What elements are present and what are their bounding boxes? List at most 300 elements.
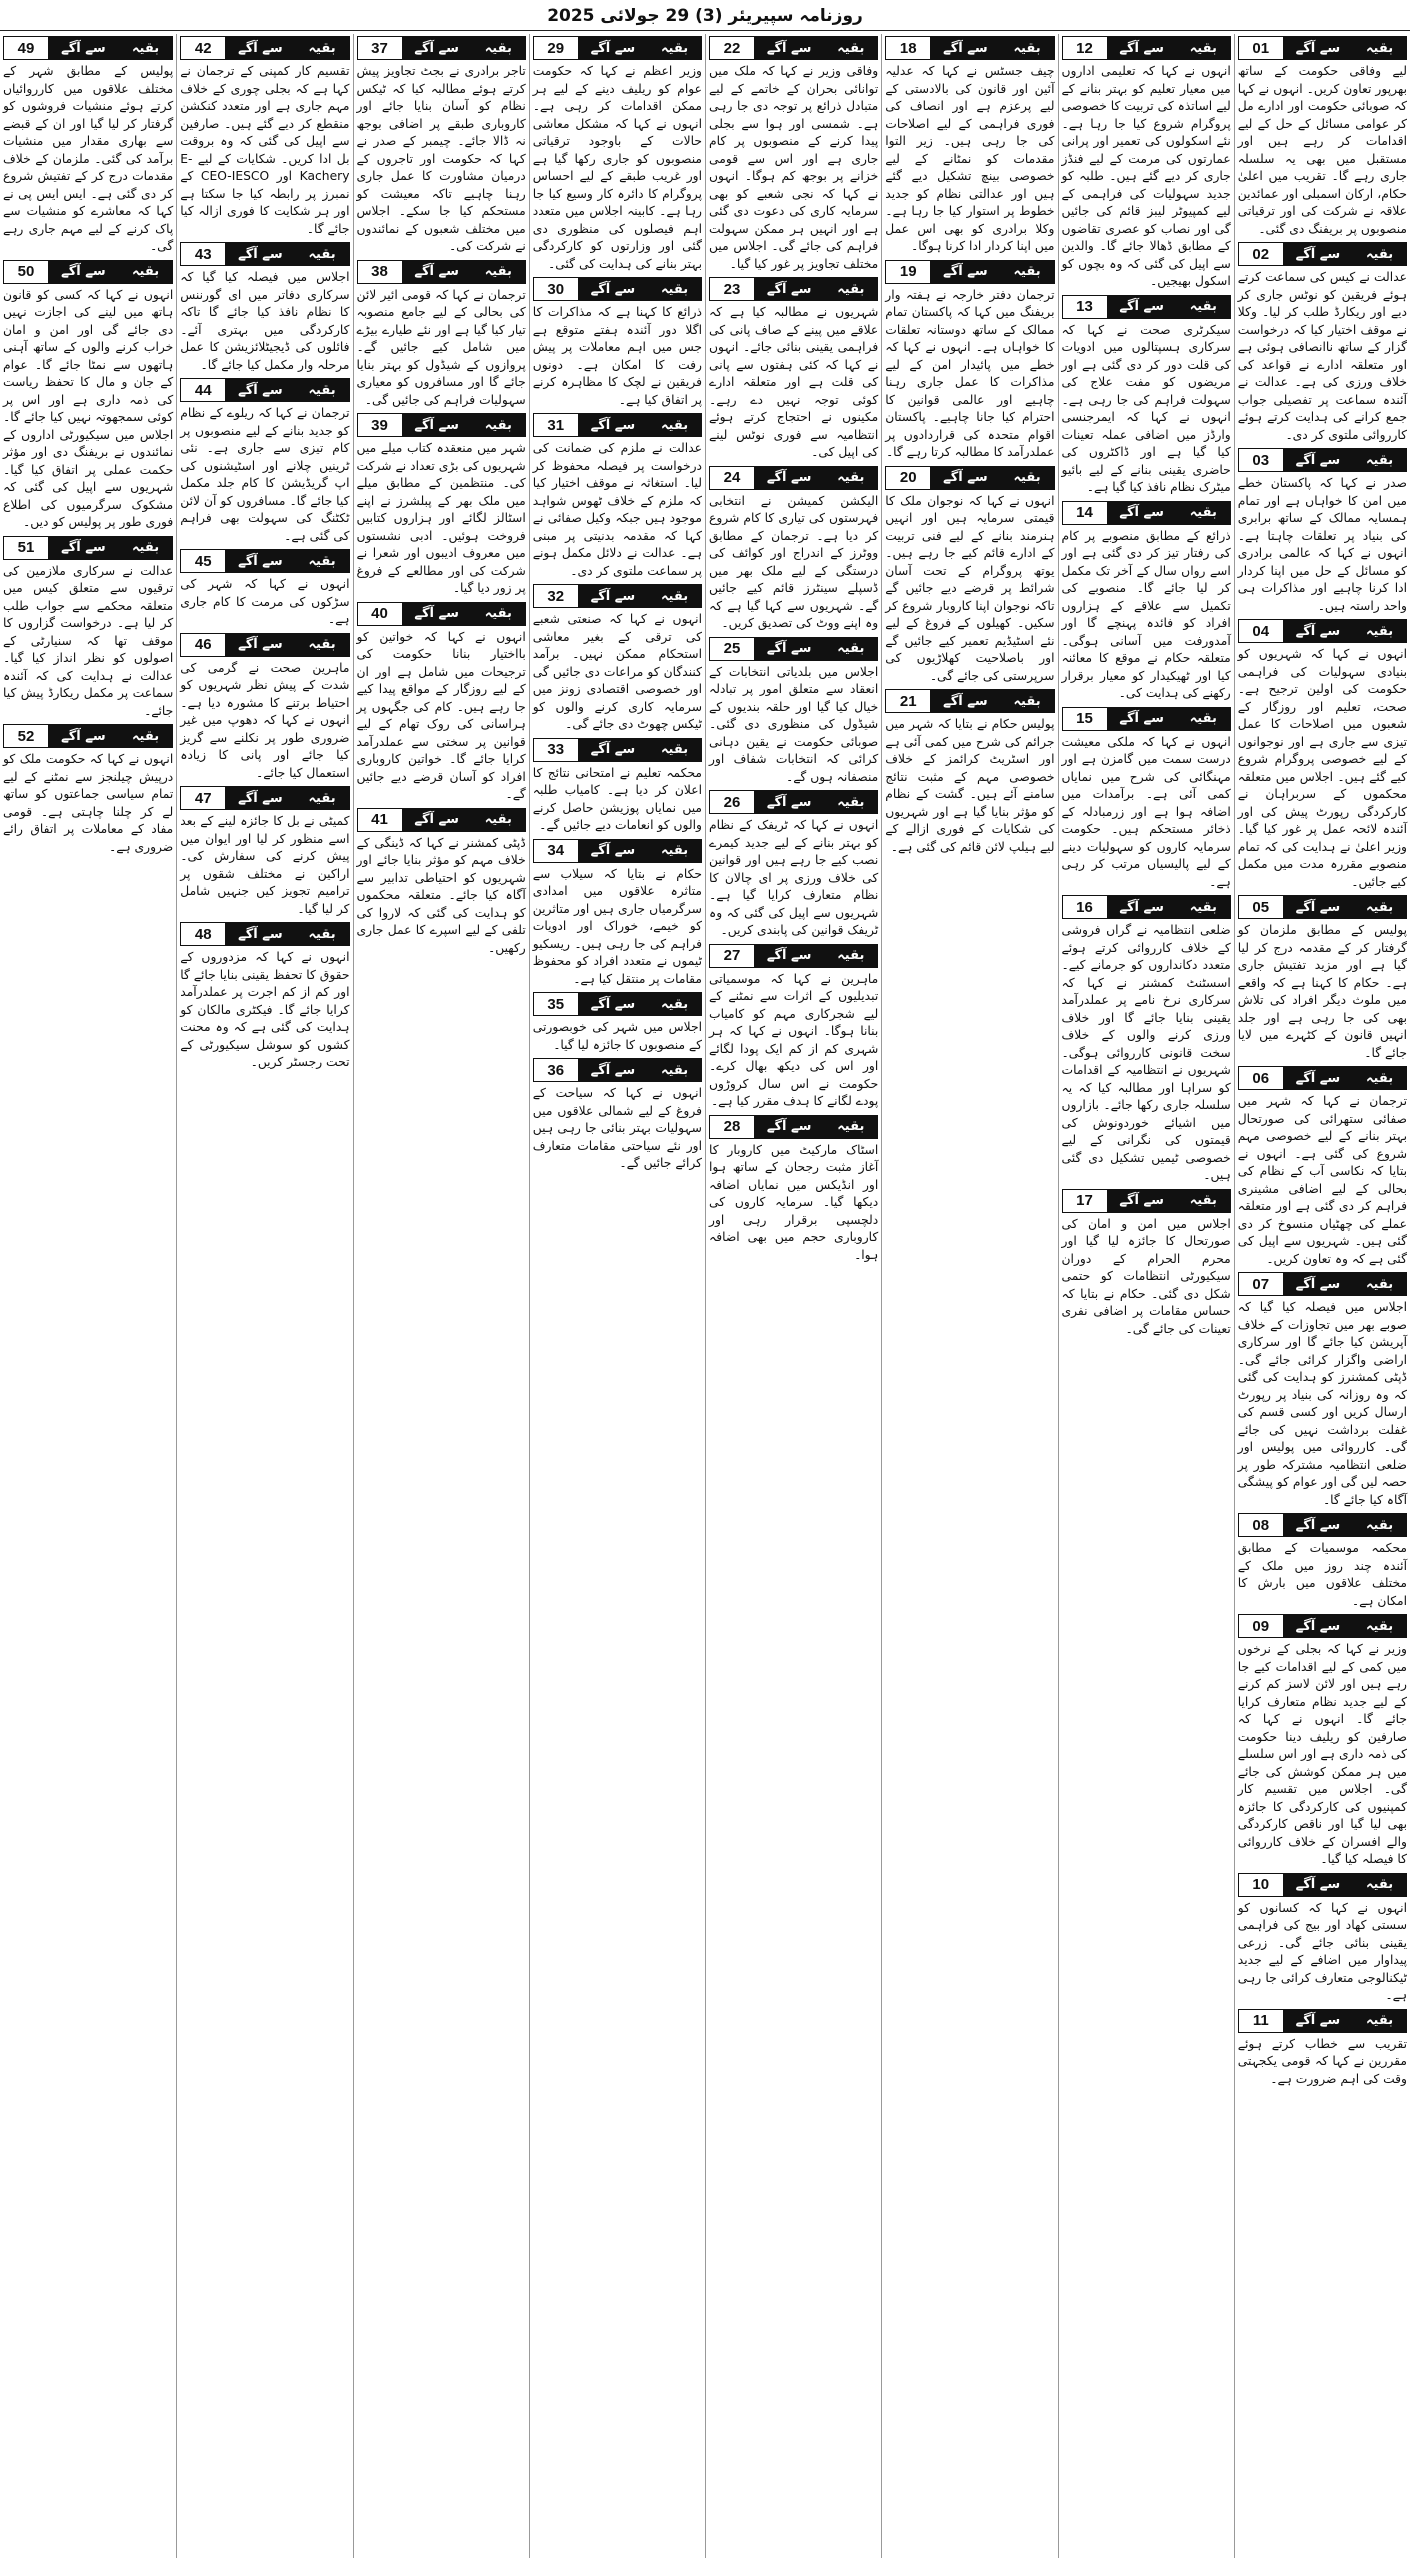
item-number: 29	[534, 37, 578, 59]
label-word-2: بقیہ	[1013, 264, 1041, 279]
item-body-text: ذرائع کا کہنا ہے کہ مذاکرات کا اگلا دور آئندہ ہفتے متوقع ہے جس میں اہم معاملات پر پیش رفت کا امکان ہے۔ دونوں فریقین نے لچک کا مظاہرہ کرنے پر اتفاق کیا ہے۔	[532, 305, 702, 407]
item-body-text: تاجر برادری نے بجٹ تجاویز پیش کرتے ہوئے مطالبہ کیا کہ ٹیکس نظام کو آسان بنایا جائے اور کاروباری طبقے پر اضافی بوجھ نہ ڈالا جائے۔ چیمبر کے صدر نے کہا کہ حکومت اور تاجروں کے درمیان مشاورت کا عمل جاری رہنا چاہیے تاکہ معیشت کو مستحکم کیا جا سکے۔ اجلاس میں مختلف شعبوں کے نمائندوں نے شرکت کی۔	[356, 64, 526, 253]
continuation-label	[1283, 243, 1406, 265]
continuation-item	[357, 413, 526, 598]
continuation-header	[180, 786, 349, 810]
item-body-text: انہوں نے کہا کہ شہر کی سڑکوں کی مرمت کا کام جاری ہے۔	[180, 577, 350, 626]
continuation-label	[225, 923, 348, 945]
item-body-text: ترجمان نے کہا کہ شہر میں صفائی ستھرائی کی صورتحال بہتر بنانے کے لیے خصوصی مہم شروع کی گئی ہے۔ انہوں نے بتایا کہ نکاسی آب کے نظام کی بحالی کے لیے اضافی مشینری فراہم کر دی گئی ہے اور متعلقہ عملے کی چھٹیاں منسوخ کر دی گئی ہیں۔ شہریوں سے اپیل کی گئی ہے کہ وہ تعاون کریں۔	[1237, 1094, 1407, 1266]
item-body-text: اجلاس میں امن و امان کی صورتحال کا جائزہ لیا گیا اور محرم الحرام کے دوران سیکیورٹی انتظامات کو حتمی شکل دی گئی۔ حکام نے بتایا کہ حساس مقامات پر اضافی نفری تعینات کی جائے گی۔	[1061, 1216, 1231, 1336]
item-number: 48	[181, 923, 225, 945]
item-body-text: انہوں نے کہا کہ نوجوان ملک کا قیمتی سرمایہ ہیں اور انہیں ہنرمند بنانے کے لیے فنی تربیت کے ادارے قائم کیے جا رہے ہیں۔ یوتھ پروگرام کے تحت آسان شرائط پر قرضے دیے جائیں گے تاکہ نوجوان اپنا کاروبار شروع کر سکیں۔ کھیلوں کے فروغ کے لیے نئے اسٹیڈیم تعمیر کیے جائیں گے اور باصلاحیت کھلاڑیوں کی سرپرستی کی جائے گی۔	[885, 493, 1055, 683]
item-number: 22	[710, 37, 754, 59]
column-4	[705, 34, 881, 2558]
item-number: 27	[710, 945, 754, 967]
continuation-header	[709, 466, 878, 490]
label-word-2: بقیہ	[308, 382, 336, 398]
continuation-item	[357, 808, 526, 958]
label-word-1: سے آگے	[590, 417, 636, 433]
continuation-item	[1238, 895, 1407, 1062]
item-body-text: اجلاس میں فیصلہ کیا گیا کہ صوبے بھر میں تجاوزات کے خلاف آپریشن کیا جائے گا اور سرکاری اراضی واگزار کرائی جائے گی۔ ڈپٹی کمشنرز کو ہدایت کی گئی کہ وہ روزانہ کی بنیاد پر رپورٹ ارسال کریں اور کسی قسم کی غفلت برداشت نہیں کی جائے گی۔ کارروائی میں پولیس اور ضلعی انتظامیہ مشترکہ طور پر حصہ لیں گی اور عوام کو پیشگی آگاہ کیا جائے گا۔	[1237, 1300, 1407, 1507]
item-body-text: انہوں نے کہا کہ تعلیمی اداروں میں معیار تعلیم کو بہتر بنانے کے لیے اساتذہ کی تربیت کا خصوصی پروگرام شروع کیا جا رہا ہے۔ نئے اسکولوں کی تعمیر اور پرانی عمارتوں کی مرمت کے لیے فنڈز جاری کر دیے گئے ہیں۔ طلبہ کو جدید سہولیات کی فراہمی کے لیے کمپیوٹر لیبز قائم کی جائیں گی اور نصاب کو عصری تقاضوں کے مطابق ڈھالا جائے گا۔ والدین سے اپیل کی گئی کہ وہ بچوں کو اسکول بھیجیں۔	[1061, 64, 1231, 288]
continuation-label	[754, 1116, 877, 1138]
continuation-label	[225, 634, 348, 656]
label-word-1: سے آگے	[238, 553, 283, 569]
continuation-item	[3, 536, 173, 721]
continuation-header	[533, 36, 702, 60]
label-word-2: بقیہ	[308, 553, 336, 569]
continuation-label	[754, 638, 877, 660]
item-body-text: اجلاس میں بلدیاتی انتخابات کے انعقاد سے متعلق امور پر تبادلہ خیال کیا گیا اور حلقہ بندیوں کے شیڈول کی منظوری دی گئی۔ صوبائی حکومت نے یقین دہانی کرائی کہ انتخابات شفاف اور منصفانہ ہوں گے۔	[709, 664, 879, 784]
column-1	[1234, 34, 1410, 2558]
continuation-item	[180, 549, 349, 629]
continuation-header	[709, 944, 878, 968]
continuation-header	[885, 36, 1054, 60]
item-number: 10	[1239, 1874, 1283, 1896]
continuation-label	[578, 414, 701, 436]
continuation-label	[930, 467, 1053, 489]
label-word-2: بقیہ	[1365, 623, 1394, 639]
continuation-label	[754, 467, 877, 489]
continuation-item	[180, 786, 349, 918]
continuation-header	[357, 260, 526, 284]
continuation-label	[1283, 896, 1406, 918]
item-number: 18	[886, 37, 930, 59]
item-body-text: اسٹاک مارکیٹ میں کاروبار کا آغاز مثبت رجحان کے ساتھ ہوا اور انڈیکس میں نمایاں اضافہ دیکھا گیا۔ سرمایہ کاروں کی دلچسپی برقرار رہی اور کاروباری حجم میں بھی اضافہ ہوا۔	[709, 1142, 879, 1262]
item-number: 52	[4, 725, 48, 747]
item-body-text: انہوں نے کہا کہ ٹریفک کے نظام کو بہتر بنانے کے لیے جدید کیمرے نصب کیے جا رہے ہیں اور قوانین کی خلاف ورزی پر ای چالان کا نظام متعارف کرایا گیا ہے۔ شہریوں سے اپیل کی گئی کہ وہ ٹریفک قوانین کی پابندی کریں۔	[709, 818, 879, 937]
label-word-2: بقیہ	[131, 728, 160, 744]
continuation-label	[1107, 708, 1230, 730]
label-word-1: سے آگے	[766, 641, 812, 656]
continuation-item	[533, 738, 702, 835]
continuation-header	[3, 724, 173, 748]
continuation-header	[533, 992, 702, 1016]
continuation-header	[709, 36, 878, 60]
continuation-item	[533, 277, 702, 409]
item-number: 24	[710, 467, 754, 489]
continuation-item	[709, 1115, 878, 1265]
continuation-header	[357, 808, 526, 832]
continuation-header	[709, 277, 878, 301]
item-number: 25	[710, 638, 754, 660]
continuation-item	[1062, 295, 1231, 497]
item-body-text: تقریب سے خطاب کرتے ہوئے مقررین نے کہا کہ قومی یکجہتی وقت کی اہم ضرورت ہے۔	[1237, 2036, 1407, 2086]
label-word-2: بقیہ	[660, 40, 689, 56]
continuation-item	[1062, 501, 1231, 703]
label-word-2: بقیہ	[308, 926, 336, 942]
continuation-label	[225, 787, 348, 809]
continuation-item	[3, 724, 173, 856]
continuation-label	[1107, 502, 1230, 524]
continuation-header	[533, 839, 702, 863]
label-word-1: سے آگے	[1295, 1070, 1341, 1086]
label-word-1: سے آگے	[414, 417, 459, 433]
item-body-text: پولیس کے مطابق ملزمان کو گرفتار کر کے مقدمہ درج کر لیا گیا ہے اور مزید تفتیش جاری ہے۔ حکام کا کہنا ہے کہ واقعے میں ملوث دیگر افراد کی تلاش بھی کی جا رہی ہے اور جلد انہیں قانون کے کٹہرے میں لایا جائے گا۔	[1237, 923, 1407, 1060]
item-body-text: عدالت نے سرکاری ملازمین کی ترقیوں سے متعلق کیس میں متعلقہ محکمے سے جواب طلب کر لیا ہے۔ درخواست گزاروں کا موقف تھا کہ سنیارٹی کے اصولوں کو نظر انداز کیا گیا۔ عدالت نے ہدایت کی کہ آئندہ سماعت پر مکمل ریکارڈ پیش کیا جائے۔	[3, 563, 174, 718]
label-word-1: سے آگے	[943, 693, 988, 709]
continuation-header	[180, 378, 349, 402]
item-number: 17	[1063, 1190, 1107, 1212]
label-word-2: بقیہ	[837, 794, 865, 810]
continuation-header	[1238, 448, 1407, 472]
continuation-item	[3, 260, 173, 532]
continuation-header	[1238, 619, 1407, 643]
item-number: 14	[1063, 502, 1107, 524]
label-word-1: سے آگے	[766, 948, 812, 963]
label-word-1: سے آگے	[590, 996, 636, 1012]
item-body-text: وزیر نے کہا کہ بجلی کے نرخوں میں کمی کے لیے اقدامات کیے جا رہے ہیں اور لائن لاسز کم کرنے کے لیے جدید نظام متعارف کرایا جائے گا۔ انہوں نے کہا کہ صارفین کو ریلیف دینا حکومت کی ذمہ داری ہے اور اس سلسلے میں ہر ممکن کوشش کی جائے گی۔ اجلاس میں تقسیم کار کمپنیوں کی کارکردگی کا جائزہ بھی لیا گیا اور ناقص کارکردگی والے افسران کے خلاف کارروائی کا فیصلہ کیا گیا۔	[1237, 1642, 1407, 1866]
continuation-item	[357, 260, 526, 410]
item-body-text: صدر نے کہا کہ پاکستان خطے میں امن کا خواہاں ہے اور تمام ہمسایہ ممالک کے ساتھ برابری کی بنیاد پر تعلقات چاہتا ہے۔ انہوں نے کہا کہ عالمی برادری کو مسائل کے حل میں اپنا کردار ادا کرنا چاہیے اور مذاکرات ہی واحد راستہ ہیں۔	[1237, 476, 1407, 613]
label-word-1: سے آگے	[766, 281, 812, 297]
continuation-header	[1238, 1614, 1407, 1638]
item-number: 26	[710, 791, 754, 813]
label-word-1: سے آگے	[1119, 40, 1164, 56]
item-number: 38	[358, 261, 402, 283]
label-word-2: بقیہ	[660, 417, 689, 433]
continuation-item	[1062, 1189, 1231, 1339]
continuation-label	[225, 243, 348, 265]
continuation-label	[930, 261, 1053, 283]
continuation-item	[180, 922, 349, 1072]
continuation-header	[1238, 1513, 1407, 1537]
label-word-1: سے آگے	[943, 264, 988, 279]
item-body-text: اجلاس میں شہر کی خوبصورتی کے منصوبوں کا جائزہ لیا گیا۔	[532, 1020, 702, 1052]
continuation-label	[225, 379, 348, 401]
item-body-text: چیف جسٹس نے کہا کہ عدلیہ آئین اور قانون کی بالادستی کے لیے پرعزم ہے اور انصاف کی فوری فراہمی کے لیے اصلاحات کی جا رہی ہیں۔ زیر التوا مقدمات کو نمٹانے کے لیے خصوصی بینچ تشکیل دیے گئے ہیں اور عدالتی نظام کو جدید خطوط پر استوار کیا جا رہا ہے۔ وکلا برادری کو بھی اس عمل میں اپنا کردار ادا کرنا ہوگا۔	[885, 64, 1055, 253]
label-word-2: بقیہ	[1365, 1276, 1394, 1292]
item-number: 15	[1063, 708, 1107, 730]
continuation-label	[578, 37, 701, 59]
continuation-label	[402, 261, 525, 283]
continuation-label	[1283, 1273, 1406, 1295]
continuation-item	[180, 378, 349, 545]
continuation-item	[1238, 242, 1407, 444]
continuation-item	[709, 466, 878, 633]
continuation-header	[709, 637, 878, 661]
item-body-text: انہوں نے کہا کہ ملکی معیشت درست سمت میں گامزن ہے اور مہنگائی کی شرح میں نمایاں کمی آئی ہے۔ برآمدات میں اضافہ ہوا ہے اور زرمبادلہ کے ذخائر مستحکم ہیں۔ حکومت سرمایہ کاروں کو سہولیات دینے کے لیے پالیسیاں مرتب کر رہی ہے۔	[1061, 734, 1231, 889]
item-number: 30	[534, 278, 578, 300]
label-word-1: سے آگے	[414, 606, 459, 621]
item-number: 31	[534, 414, 578, 436]
continuation-label	[1283, 1514, 1406, 1536]
continuation-item	[1238, 36, 1407, 238]
item-body-text: انہوں نے کہا کہ خواتین کو بااختیار بنانا حکومت کی ترجیحات میں شامل ہے اور ان کے لیے روزگار کے مواقع پیدا کیے جا رہے ہیں۔ کام کی جگہوں پر ہراسانی کی روک تھام کے لیے قوانین پر سختی سے عملدرآمد کرایا جائے گا۔ خواتین کاروباری افراد کو آسان قرضے دیے جائیں گے۔	[356, 629, 526, 801]
continuation-header	[180, 922, 349, 946]
continuation-header	[1062, 501, 1231, 525]
item-number: 28	[710, 1116, 754, 1138]
item-number: 16	[1063, 896, 1107, 918]
label-word-1: سے آگے	[1295, 246, 1341, 262]
item-body-text: وزیر اعظم نے کہا کہ حکومت عوام کو ریلیف دینے کے لیے ہر ممکن اقدامات کر رہی ہے۔ انہوں نے کہا کہ مشکل معاشی حالات کے باوجود ترقیاتی منصوبوں کو جاری رکھا گیا ہے اور غریب طبقے کے لیے احساس پروگرام کا دائرہ کار وسیع کیا جا رہا ہے۔ کابینہ اجلاس میں متعدد اہم فیصلوں کی منظوری دی گئی اور وزارتوں کو کارکردگی بہتر بنانے کی ہدایت کی گئی۔	[532, 64, 702, 271]
label-word-2: بقیہ	[1013, 40, 1041, 56]
continuation-item	[533, 584, 702, 734]
item-number: 42	[181, 37, 225, 59]
label-word-1: سے آگے	[61, 540, 106, 555]
column-2	[1058, 34, 1234, 2558]
label-word-2: بقیہ	[837, 641, 865, 656]
continuation-item	[1062, 707, 1231, 892]
item-body-text: وفاقی وزیر نے کہا کہ ملک میں توانائی بحران کے خاتمے کے لیے متبادل ذرائع پر توجہ دی جا رہی ہے۔ شمسی اور ہوا سے بجلی پیدا کرنے کے منصوبوں پر کام جاری ہے اور اس سے قومی خزانے پر بوجھ کم ہوگا۔ انہوں نے کہا کہ نجی شعبے کو بھی سرمایہ کاری کی دعوت دی گئی ہے اور انہیں ہر ممکن سہولت فراہم کی جائے گی۔ اجلاس میں مختلف تجاویز پر غور کیا گیا۔	[709, 64, 879, 271]
continuation-label	[578, 278, 701, 300]
label-word-1: سے آگے	[1295, 2013, 1341, 2028]
continuation-label	[930, 690, 1053, 712]
continuation-header	[709, 790, 878, 814]
continuation-label	[225, 37, 348, 59]
item-body-text: لیے وفاقی حکومت کے ساتھ بھرپور تعاون کریں۔ انہوں نے کہا کہ صوبائی حکومت اور ادارے مل کر عوامی مسائل کے حل کے لیے اقدامات کر رہے ہیں اور مستقبل میں بھی یہ سلسلہ جاری رہے گا۔ تقریب میں اعلیٰ حکام، ارکان اسمبلی اور عمائدین علاقہ نے شرکت کی اور ترقیاتی منصوبوں پر بریفنگ دی گئی۔	[1237, 64, 1407, 236]
label-word-2: بقیہ	[308, 790, 336, 806]
continuation-item	[709, 790, 878, 940]
item-body-text: عدالت نے ملزم کی ضمانت کی درخواست پر فیصلہ محفوظ کر لیا۔ استغاثہ نے موقف اختیار کیا کہ ملزم کے خلاف ٹھوس شواہد موجود ہیں جبکہ وکیل صفائی نے کہا کہ مقدمہ بدنیتی پر مبنی ہے۔ عدالت نے دلائل مکمل ہونے پر سماعت ملتوی کر دی۔	[532, 441, 702, 578]
label-word-1: سے آگے	[414, 264, 459, 279]
label-word-2: بقیہ	[131, 264, 160, 279]
item-body-text: پولیس حکام نے بتایا کہ شہر میں جرائم کی شرح میں کمی آئی ہے اور اسٹریٹ کرائمز کے خلاف خصوصی مہم کے مثبت نتائج سامنے آئے ہیں۔ گشت کے نظام کو مؤثر بنایا گیا ہے اور شہریوں کی شکایات کے فوری ازالے کے لیے ہیلپ لائن قائم کی گئی ہے۔	[885, 717, 1055, 854]
item-body-text: اجلاس میں فیصلہ کیا گیا کہ سرکاری دفاتر میں ای گورننس کا نظام نافذ کیا جائے گا تاکہ کارکردگی میں بہتری آئے۔ فائلوں کی ڈیجیٹلائزیشن کا عمل مرحلہ وار مکمل کیا جائے گا۔	[180, 270, 350, 372]
continuation-item	[533, 413, 702, 580]
continuation-label	[402, 414, 525, 436]
item-body-text: سیکرٹری صحت نے کہا کہ سرکاری ہسپتالوں میں ادویات کی قلت دور کر دی گئی ہے اور مریضوں کو مفت علاج کی سہولت فراہم کی جا رہی ہے۔ انہوں نے کہا کہ ایمرجنسی وارڈز میں اضافی عملہ تعینات کیا گیا ہے اور ڈاکٹروں کی حاضری یقینی بنانے کے لیے بائیو میٹرک نظام نافذ کیا گیا ہے۔	[1061, 322, 1231, 494]
continuation-label	[1107, 896, 1230, 918]
label-word-2: بقیہ	[1013, 693, 1041, 709]
continuation-header	[885, 260, 1054, 284]
item-number: 08	[1239, 1514, 1283, 1536]
continuation-label	[48, 37, 172, 59]
continuation-item	[1062, 895, 1231, 1185]
item-body-text: کمیٹی نے بل کا جائزہ لینے کے بعد اسے منظور کر لیا اور ایوان میں پیش کرنے کی سفارش کی۔ اراکین نے مختلف شقوں پر ترامیم تجویز کیں جنہیں شامل کر لیا گیا۔	[180, 814, 350, 916]
item-number: 03	[1239, 449, 1283, 471]
label-word-1: سے آگے	[1295, 623, 1341, 639]
label-word-2: بقیہ	[1365, 1517, 1394, 1533]
continuation-header	[1062, 1189, 1231, 1213]
continuation-label	[1283, 2010, 1406, 2032]
continuation-item	[1238, 2009, 1407, 2089]
continuation-item	[533, 839, 702, 989]
label-word-2: بقیہ	[1365, 899, 1394, 915]
label-word-1: سے آگے	[590, 281, 636, 297]
label-word-2: بقیہ	[1189, 505, 1217, 520]
continuation-header	[533, 584, 702, 608]
masthead	[0, 0, 1410, 31]
continuation-label	[1107, 1190, 1230, 1212]
item-body-text: پولیس کے مطابق شہر کے مختلف علاقوں میں کارروائیاں کرتے ہوئے منشیات فروشوں کو گرفتار کر لیا گیا اور ان کے قبضے سے بھاری مقدار میں منشیات برآمد کی گئی۔ ملزمان کے خلاف مقدمات درج کر کے تفتیش شروع کر دی گئی ہے۔ ایس ایس پی نے کہا کہ معاشرے کو منشیات سے پاک کرنے کے لیے مہم جاری رہے گی۔	[3, 64, 174, 253]
continuation-label	[578, 739, 701, 761]
column-8	[0, 34, 176, 2558]
continuation-header	[3, 260, 173, 284]
label-word-1: سے آگے	[61, 40, 106, 56]
label-word-1: سے آگے	[238, 382, 283, 398]
item-number: 12	[1063, 37, 1107, 59]
item-number: 13	[1063, 296, 1107, 318]
continuation-item	[1238, 619, 1407, 891]
continuation-item	[1238, 1272, 1407, 1509]
column-7	[176, 34, 352, 2558]
item-body-text: ترجمان دفتر خارجہ نے ہفتہ وار بریفنگ میں کہا کہ پاکستان تمام ممالک کے ساتھ دوستانہ تعلقات کا خواہاں ہے۔ انہوں نے کہا کہ خطے میں پائیدار امن کے لیے مذاکرات کا عمل جاری رہنا چاہیے اور عالمی قوانین کا احترام کیا جانا چاہیے۔ پاکستان اقوام متحدہ کی قراردادوں پر عملدرآمد کا مطالبہ کرتا رہے گا۔	[885, 287, 1055, 459]
continuation-item	[1238, 1873, 1407, 2005]
continuation-item	[180, 633, 349, 783]
item-number: 50	[4, 261, 48, 283]
item-number: 35	[534, 993, 578, 1015]
label-word-1: سے آگے	[414, 40, 459, 56]
item-body-text: محکمہ موسمیات کے مطابق آئندہ چند روز میں ملک کے مختلف علاقوں میں بارش کا امکان ہے۔	[1237, 1541, 1407, 1608]
label-word-2: بقیہ	[1189, 899, 1217, 915]
label-word-1: سے آگے	[1295, 899, 1341, 915]
label-word-1: سے آگے	[238, 926, 283, 942]
label-word-2: بقیہ	[660, 742, 689, 757]
item-number: 36	[534, 1059, 578, 1081]
item-body-text: الیکشن کمیشن نے انتخابی فہرستوں کی تیاری کا کام شروع کر دیا ہے۔ ترجمان کے مطابق ووٹرز کے اندراج اور کوائف کی درستگی کے لیے ملک بھر میں ڈسپلے سینٹرز قائم کیے جائیں گے۔ شہریوں سے کہا گیا ہے کہ وہ اپنے ووٹ کی تصدیق کریں۔	[709, 493, 879, 630]
item-body-text: ترجمان نے کہا کہ ریلوے کے نظام کو جدید بنانے کے لیے منصوبوں پر کام تیزی سے جاری ہے۔ نئی ٹرینیں چلانے اور اسٹیشنوں کی اپ گریڈیشن کا کام جلد مکمل کیا جائے گا۔ مسافروں کو آن لائن ٹکٹنگ کی سہولت بھی فراہم کی گئی ہے۔	[180, 406, 350, 543]
label-word-1: سے آگے	[1119, 899, 1164, 915]
label-word-2: بقیہ	[1189, 40, 1217, 56]
label-word-1: سے آگے	[590, 588, 636, 604]
continuation-header	[1062, 895, 1231, 919]
label-word-2: بقیہ	[484, 812, 512, 827]
continuation-header	[1238, 2009, 1407, 2033]
continuation-item	[1238, 1513, 1407, 1610]
continuation-item	[885, 36, 1054, 256]
continuation-item	[709, 277, 878, 462]
continuation-label	[1107, 296, 1230, 318]
continuation-header	[709, 1115, 878, 1139]
continuation-label	[48, 261, 172, 283]
item-body-text: انہوں نے کہا کہ کسانوں کو سستی کھاد اور بیج کی فراہمی یقینی بنائی جائے گی۔ زرعی پیداوار میں اضافے کے لیے جدید ٹیکنالوجی متعارف کرائی جا رہی ہے۔	[1237, 1900, 1407, 2002]
label-word-2: بقیہ	[837, 40, 865, 56]
label-word-1: سے آگے	[238, 40, 283, 56]
item-number: 40	[358, 603, 402, 625]
label-word-2: بقیہ	[484, 264, 512, 279]
label-word-2: بقیہ	[1365, 246, 1394, 262]
continuation-header	[533, 413, 702, 437]
continuation-header	[180, 36, 349, 60]
label-word-2: بقیہ	[308, 637, 336, 652]
continuation-label	[225, 550, 348, 572]
label-word-1: سے آگے	[1119, 711, 1164, 726]
label-word-2: بقیہ	[484, 417, 512, 433]
label-word-1: سے آگے	[766, 1119, 812, 1134]
continuation-label	[754, 37, 877, 59]
label-word-2: بقیہ	[660, 843, 689, 858]
item-number: 44	[181, 379, 225, 401]
item-number: 32	[534, 585, 578, 607]
label-word-1: سے آگے	[943, 40, 988, 56]
continuation-item	[885, 466, 1054, 686]
continuation-header	[1238, 242, 1407, 266]
continuation-label	[578, 840, 701, 862]
item-body-text: شہر میں منعقدہ کتاب میلے میں شہریوں کی بڑی تعداد نے شرکت کی۔ منتظمین کے مطابق میلے میں ملک بھر کے پبلشرز نے اپنے اسٹالز لگائے اور ہزاروں کتابیں فروخت ہوئیں۔ ادبی نشستوں میں معروف ادیبوں اور شعرا نے شرکت کی اور مطالعے کے فروغ پر زور دیا گیا۔	[356, 441, 526, 595]
continuation-label	[48, 537, 172, 559]
label-word-2: بقیہ	[660, 281, 689, 297]
item-number: 02	[1239, 243, 1283, 265]
label-word-1: سے آگے	[61, 264, 106, 279]
label-word-1: سے آگے	[590, 40, 636, 56]
label-word-2: بقیہ	[1365, 2013, 1394, 2028]
continuation-label	[1283, 1067, 1406, 1089]
label-word-1: سے آگے	[238, 790, 283, 806]
item-number: 21	[886, 690, 930, 712]
continuation-header	[1238, 36, 1407, 60]
continuation-header	[3, 36, 173, 60]
label-word-2: بقیہ	[837, 281, 865, 297]
continuation-item	[1062, 36, 1231, 291]
continuation-label	[1283, 620, 1406, 642]
continuation-item	[180, 36, 349, 238]
newspaper-columns	[0, 34, 1410, 2558]
label-word-1: سے آگے	[590, 843, 636, 858]
label-word-2: بقیہ	[837, 948, 865, 963]
item-number: 23	[710, 278, 754, 300]
label-word-1: سے آگے	[1295, 1276, 1341, 1292]
item-body-text: انہوں نے کہا کہ مزدوروں کے حقوق کا تحفظ یقینی بنایا جائے گا اور کم از کم اجرت پر عملدرآمد کرایا جائے گا۔ فیکٹری مالکان کو ہدایت کی گئی ہے کہ وہ محنت کشوں کو سوشل سیکیورٹی کے تحت رجسٹر کریں۔	[180, 950, 350, 1069]
item-number: 39	[358, 414, 402, 436]
item-body-text: انہوں نے کہا کہ سیاحت کے فروغ کے لیے شمالی علاقوں میں سہولیات بہتر بنائی جا رہی ہیں اور نئے سیاحتی مقامات متعارف کرائے جائیں گے۔	[532, 1086, 702, 1170]
label-word-1: سے آگے	[1119, 299, 1164, 314]
continuation-item	[3, 36, 173, 256]
item-number: 06	[1239, 1067, 1283, 1089]
label-word-2: بقیہ	[660, 588, 689, 604]
item-number: 45	[181, 550, 225, 572]
label-word-2: بقیہ	[1013, 470, 1041, 485]
continuation-header	[885, 466, 1054, 490]
continuation-label	[1283, 449, 1406, 471]
item-number: 01	[1239, 37, 1283, 59]
continuation-item	[533, 992, 702, 1054]
label-word-1: سے آگے	[1295, 1517, 1341, 1533]
label-word-2: بقیہ	[1365, 1618, 1394, 1634]
item-number: 43	[181, 243, 225, 265]
item-number: 51	[4, 537, 48, 559]
item-body-text: ذرائع کے مطابق منصوبے پر کام کی رفتار تیز کر دی گئی ہے اور اسے رواں سال کے آخر تک مکمل کر لیا جائے گا۔ منصوبے کی تکمیل سے علاقے کے ہزاروں افراد کو فائدہ پہنچے گا اور آمدورفت میں آسانی ہوگی۔ متعلقہ حکام نے موقع کا معائنہ کیا اور ٹھیکیدار کو معیار برقرار رکھنے کی ہدایت کی۔	[1061, 528, 1231, 700]
continuation-header	[180, 633, 349, 657]
label-word-1: سے آگے	[1295, 1618, 1341, 1634]
item-body-text: شہریوں نے مطالبہ کیا ہے کہ علاقے میں پینے کے صاف پانی کی فراہمی یقینی بنائی جائے۔ انہوں نے کہا کہ کئی ہفتوں سے پانی کی قلت ہے اور متعلقہ ادارے کوئی توجہ نہیں دے رہے۔ مکینوں نے احتجاج کرتے ہوئے انتظامیہ سے فوری نوٹس لینے کی اپیل کی۔	[709, 305, 879, 459]
item-number: 34	[534, 840, 578, 862]
label-word-2: بقیہ	[308, 246, 336, 262]
label-word-2: بقیہ	[1189, 711, 1217, 726]
continuation-item	[357, 602, 526, 804]
item-number: 41	[358, 809, 402, 831]
item-number: 46	[181, 634, 225, 656]
item-body-text: انہوں نے کہا کہ حکومت ملک کو درپیش چیلنجز سے نمٹنے کے لیے تمام سیاسی جماعتوں کو ساتھ لے کر چلنا چاہتی ہے۔ قومی مفاد کے معاملات پر اتفاق رائے ضروری ہے۔	[3, 752, 174, 854]
continuation-label	[1283, 1615, 1406, 1637]
item-number: 05	[1239, 896, 1283, 918]
item-number: 47	[181, 787, 225, 809]
item-number: 11	[1239, 2010, 1283, 2032]
continuation-item	[533, 36, 702, 273]
continuation-item	[885, 689, 1054, 856]
column-3	[881, 34, 1057, 2558]
continuation-header	[1238, 895, 1407, 919]
label-word-2: بقیہ	[1365, 1877, 1394, 1892]
continuation-header	[885, 689, 1054, 713]
item-body-text: ضلعی انتظامیہ نے گراں فروشی کے خلاف کارروائی کرتے ہوئے متعدد دکانداروں کو جرمانے کیے۔ اسسٹنٹ کمشنر نے کہا کہ سرکاری نرخ نامے پر عملدرآمد یقینی بنایا جائے گا اور خلاف ورزی کرنے والوں کے خلاف سخت قانونی کارروائی ہوگی۔ شہریوں نے انتظامیہ کے اقدامات کو سراہا اور مطالبہ کیا کہ یہ سلسلہ جاری رکھا جائے۔ بازاروں میں اشیائے خوردونوش کی قیمتوں کی نگرانی کے لیے خصوصی ٹیمیں تشکیل دی گئی ہیں۔	[1061, 923, 1231, 1182]
label-word-1: سے آگے	[943, 470, 988, 485]
continuation-label	[930, 37, 1053, 59]
label-word-2: بقیہ	[131, 40, 160, 56]
item-number: 37	[358, 37, 402, 59]
continuation-item	[533, 1058, 702, 1173]
continuation-header	[180, 549, 349, 573]
label-word-1: سے آگے	[1295, 1877, 1341, 1892]
continuation-label	[578, 1059, 701, 1081]
continuation-item	[357, 36, 526, 256]
column-6	[353, 34, 529, 2558]
continuation-header	[533, 738, 702, 762]
label-word-2: بقیہ	[660, 1062, 689, 1078]
item-body-text: انہوں نے کہا کہ شہریوں کو بنیادی سہولیات کی فراہمی حکومت کی اولین ترجیح ہے۔ صحت، تعلیم اور روزگار کے شعبوں میں اصلاحات کا عمل تیزی سے جاری ہے اور نوجوانوں کے لیے خصوصی پروگرام شروع کیے گئے ہیں۔ اجلاس میں متعلقہ محکموں کے سربراہان نے کارکردگی رپورٹ پیش کی اور آئندہ لائحہ عمل پر غور کیا گیا۔ وزیر اعلیٰ نے ہدایت کی کہ تمام منصوبے مقررہ مدت میں مکمل کیے جائیں۔	[1237, 647, 1407, 889]
item-number: 49	[4, 37, 48, 59]
continuation-label	[578, 993, 701, 1015]
